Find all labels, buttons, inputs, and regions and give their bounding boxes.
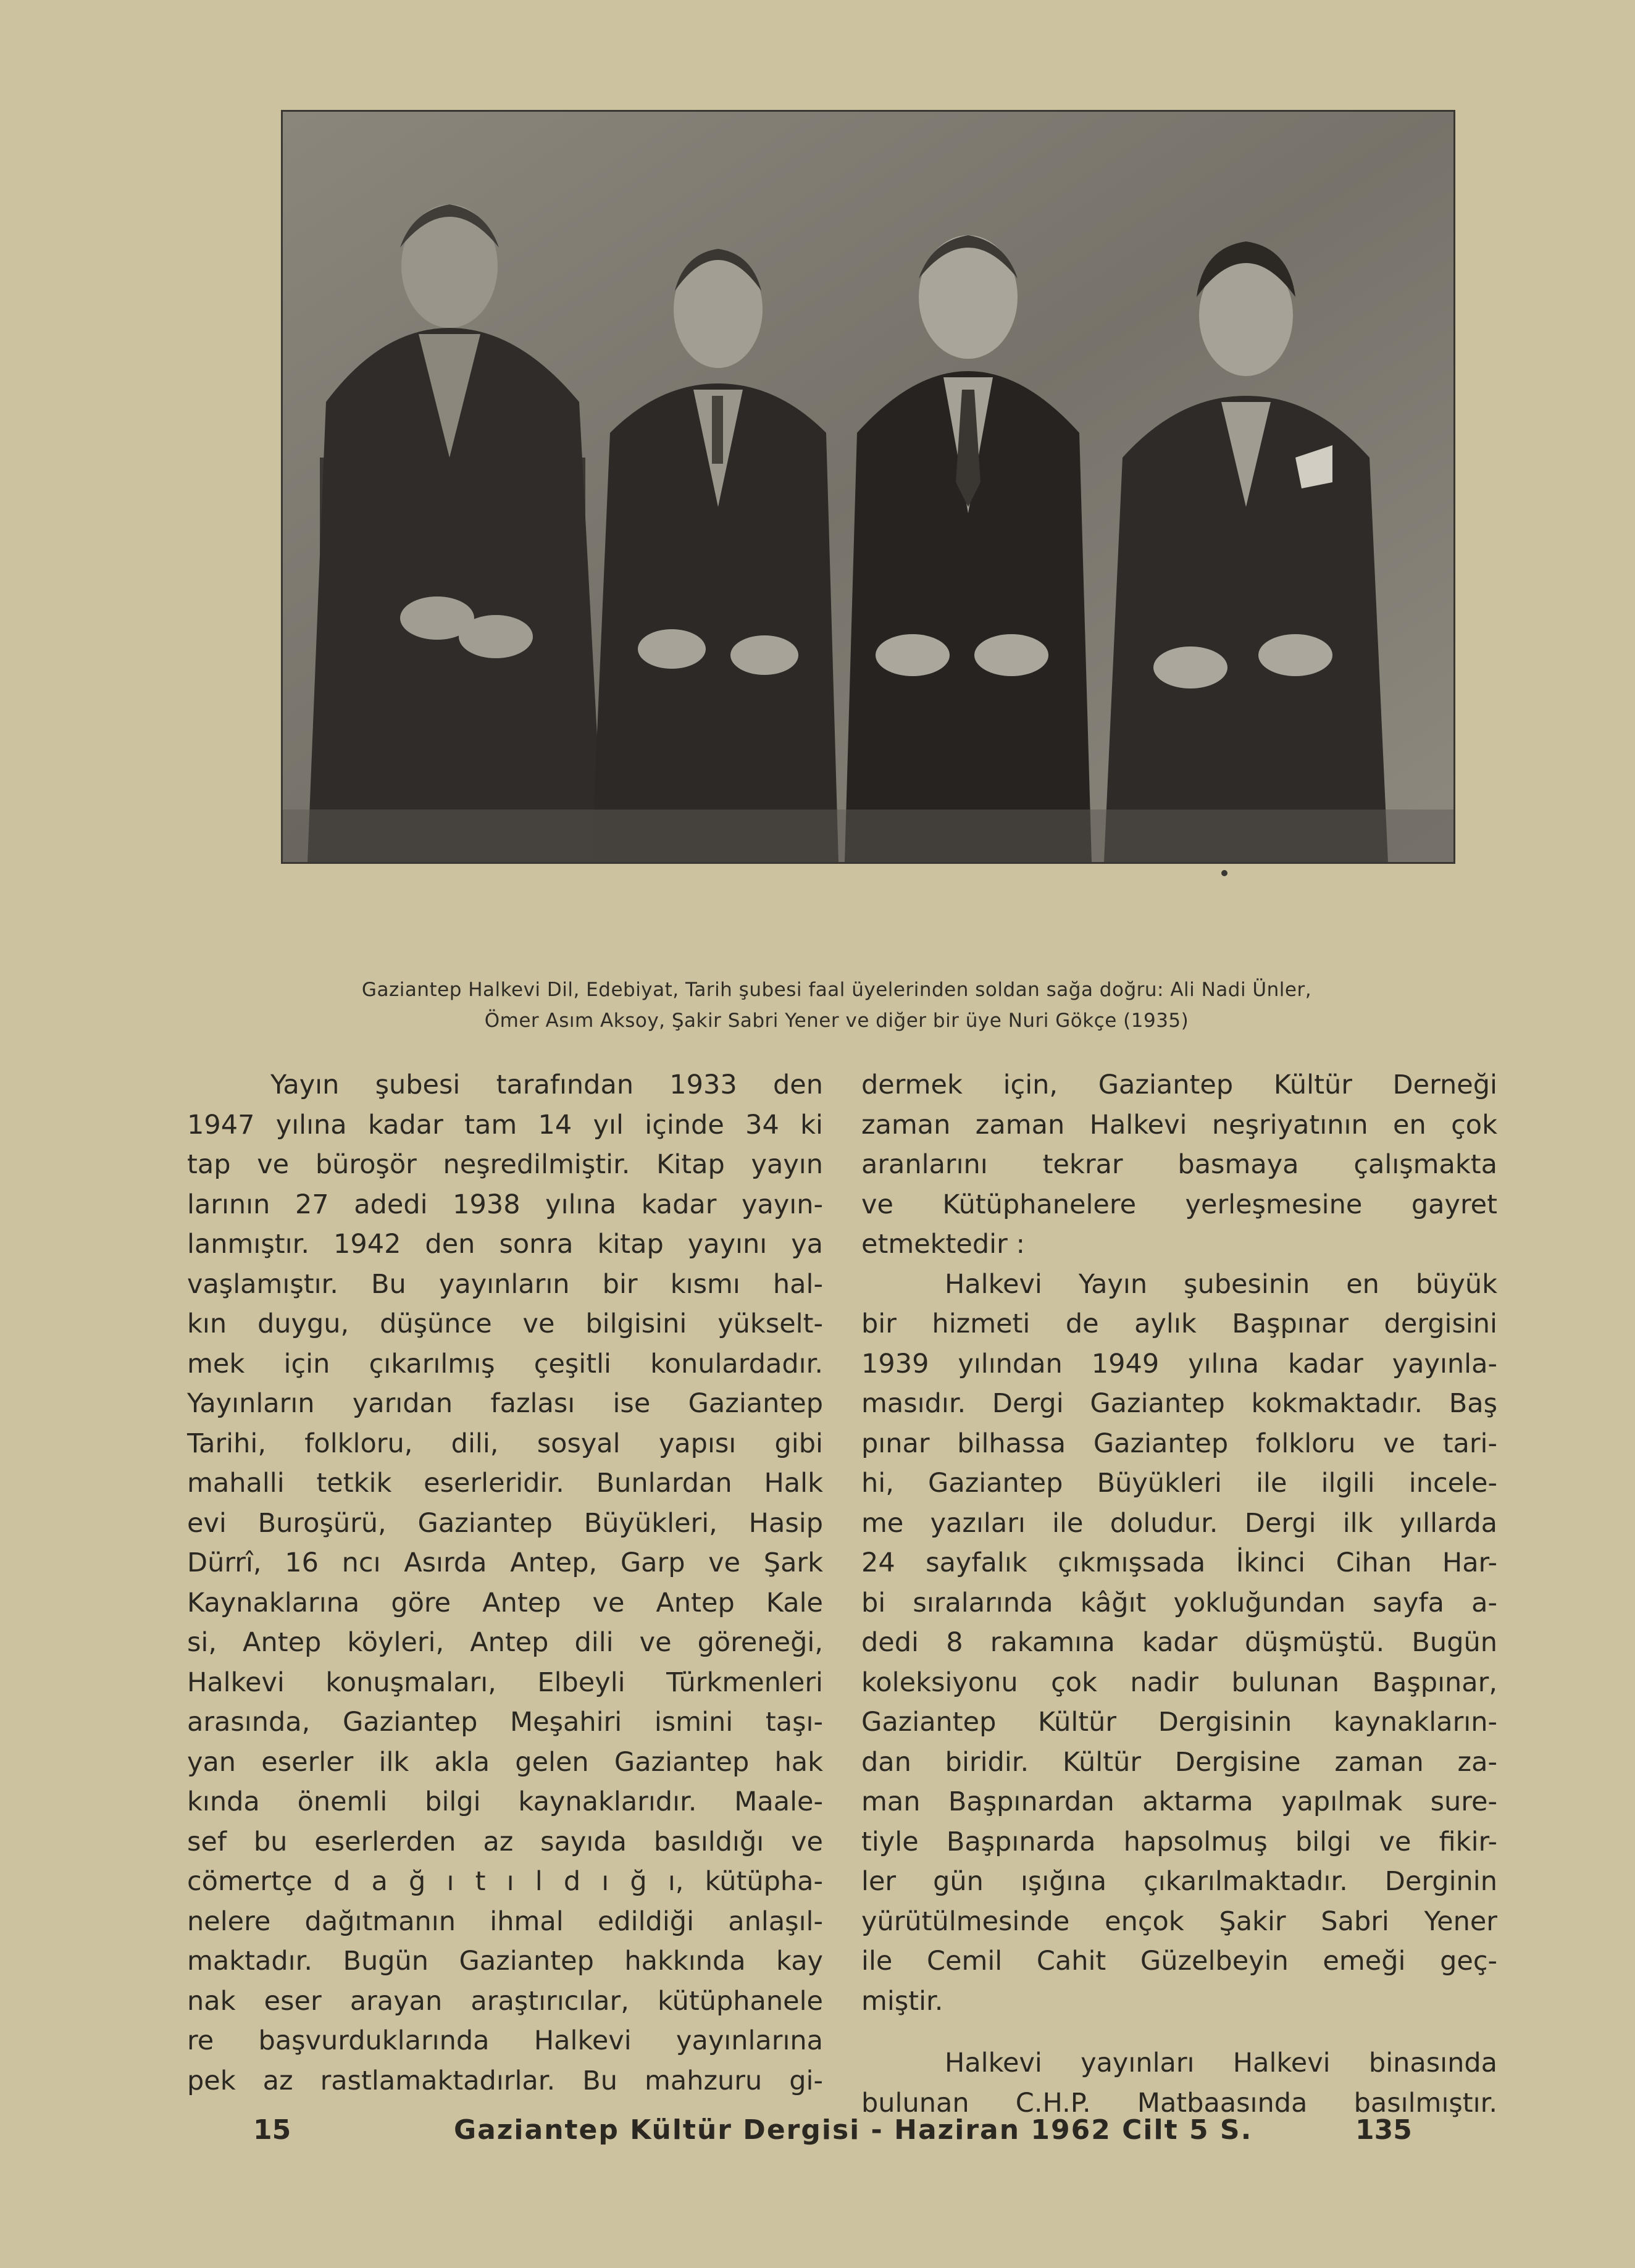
text-line: dan biridir. Kültür Dergisine zaman za- <box>861 1746 1497 1778</box>
group-portrait-photo <box>281 110 1455 864</box>
text-line: etmektedir : <box>861 1229 1025 1260</box>
text-line: yürütülmesinde ençok Şakir Sabri Yener <box>861 1906 1497 1937</box>
caption-line: Ömer Asım Aksoy, Şakir Sabri Yener ve diğer bir üye Nuri Gökçe (1935) <box>484 1010 1189 1032</box>
text-line: miştir. <box>861 1985 943 2017</box>
text-line: man Başpınardan aktarma yapılmak sure- <box>861 1786 1497 1817</box>
paragraph <box>861 2043 1497 2123</box>
text-line: dedi 8 rakamına kadar düşmüştü. Bugün <box>861 1627 1497 1658</box>
paragraph <box>861 1065 1497 1265</box>
photo-illustration <box>283 112 1453 862</box>
text-line: yan eserler ilk akla gelen Gaziantep hak <box>187 1746 823 1778</box>
page-number-right: 135 <box>1355 2114 1412 2146</box>
photo-caption <box>235 974 1439 1036</box>
text-line: koleksiyonu çok nadir bulunan Başpınar, <box>861 1667 1497 1698</box>
text-line: zaman zaman Halkevi neşriyatının en çok <box>861 1109 1497 1140</box>
text-line: 24 sayfalık çıkmışsada İkinci Cihan Har- <box>861 1547 1497 1578</box>
text-line: cömertçe d a ğ ı t ı l d ı ğ ı, kütüpha- <box>187 1866 823 1897</box>
text-line: masıdır. Dergi Gaziantep kokmaktadır. Baş <box>861 1388 1497 1419</box>
text-line: bulunan C.H.P. Matbaasında basılmıştır. <box>861 2087 1497 2119</box>
text-line: Halkevi yayınları Halkevi binasında <box>945 2048 1497 2078</box>
text-line: ile Cemil Cahit Güzelbeyin emeği geç- <box>861 1946 1497 1977</box>
page-footer <box>244 2114 1417 2151</box>
text-line: vaşlamıştır. Bu yayınların bir kısmı hal- <box>187 1268 823 1300</box>
right-column <box>861 1065 1497 2123</box>
text-line: ler gün ışığına çıkarılmaktadır. Derginin <box>861 1866 1497 1897</box>
text-line: Dürrî, 16 ncı Asırda Antep, Garp ve Şark <box>187 1547 823 1578</box>
paragraph <box>187 1065 823 2101</box>
caption-line: Gaziantep Halkevi Dil, Edebiyat, Tarih şubesi faal üyelerinden soldan sağa doğru: Ali Nadi Ünler, <box>361 979 1312 1001</box>
text-line: bi sıralarında kâğıt yokluğundan sayfa a- <box>861 1587 1497 1618</box>
text-line: mahalli tetkik eserleridir. Bunlardan Halk <box>187 1468 823 1499</box>
text-line: 1947 yılına kadar tam 14 yıl içinde 34 ki <box>187 1109 823 1140</box>
text-line: bir hizmeti de aylık Başpınar dergisini <box>861 1308 1497 1339</box>
text-line: pek az rastlamaktadırlar. Bu mahzuru gi- <box>187 2065 823 2096</box>
text-line: Gaziantep Kültür Dergisinin kaynakların- <box>861 1707 1497 1738</box>
text-line: hi, Gaziantep Büyükleri ile ilgili incele- <box>861 1468 1497 1499</box>
text-line: Tarihi, folkloru, dili, sosyal yapısı gibi <box>187 1428 823 1459</box>
paragraph <box>861 1265 1497 2022</box>
text-line: tap ve büroşör neşredilmiştir. Kitap yayın <box>187 1149 823 1180</box>
paragraph-gap <box>861 2021 1497 2043</box>
text-line: larının 27 adedi 1938 yılına kadar yayın- <box>187 1189 823 1220</box>
text-line: si, Antep köyleri, Antep dili ve göreneği, <box>187 1627 823 1658</box>
text-line: Yayın şubesi tarafından 1933 den <box>270 1069 823 1100</box>
text-line: Kaynaklarına göre Antep ve Antep Kale <box>187 1587 823 1618</box>
text-line: Yayınların yarıdan fazlası ise Gaziantep <box>187 1388 823 1419</box>
text-line: ve Kütüphanelere yerleşmesine gayret <box>861 1189 1497 1220</box>
page-number-left: 15 <box>253 2114 291 2146</box>
text-line: pınar bilhassa Gaziantep folkloru ve tari- <box>861 1428 1497 1459</box>
text-line: kın duygu, düşünce ve bilgisini yükselt- <box>187 1308 823 1339</box>
text-line: evi Buroşürü, Gaziantep Büyükleri, Hasip <box>187 1507 823 1539</box>
text-line: mek için çıkarılmış çeşitli konulardadır. <box>187 1348 823 1379</box>
text-line: re başvurduklarında Halkevi yayınlarına <box>187 2025 823 2056</box>
text-line: 1939 yılından 1949 yılına kadar yayınla- <box>861 1348 1497 1379</box>
text-line: sef bu eserlerden az sayıda basıldığı ve <box>187 1826 823 1857</box>
text-line: tiyle Başpınarda hapsolmuş bilgi ve fikir- <box>861 1826 1497 1857</box>
text-line: kında önemli bilgi kaynaklarıdır. Maale- <box>187 1786 823 1817</box>
text-line: Halkevi Yayın şubesinin en büyük <box>945 1268 1497 1300</box>
text-line: dermek için, Gaziantep Kültür Derneği <box>861 1069 1497 1100</box>
text-line: maktadır. Bugün Gaziantep hakkında kay <box>187 1946 823 1977</box>
journal-title: Gaziantep Kültür Dergisi - Haziran 1962 Cilt 5 S. <box>454 2114 1253 2146</box>
text-line: aranlarını tekrar basmaya çalışmakta <box>861 1149 1497 1180</box>
text-line: nelere dağıtmanın ihmal edildiği anlaşıl- <box>187 1906 823 1937</box>
text-line: me yazıları ile doludur. Dergi ilk yıllarda <box>861 1507 1497 1539</box>
print-dot <box>1221 870 1227 876</box>
text-line: lanmıştır. 1942 den sonra kitap yayını ya <box>187 1229 823 1260</box>
text-line: nak eser arayan araştırıcılar, kütüphanele <box>187 1985 823 2017</box>
left-column <box>187 1065 823 2101</box>
text-line: Halkevi konuşmaları, Elbeyli Türkmenleri <box>187 1667 823 1698</box>
text-line: arasında, Gaziantep Meşahiri ismini taşı- <box>187 1707 823 1738</box>
